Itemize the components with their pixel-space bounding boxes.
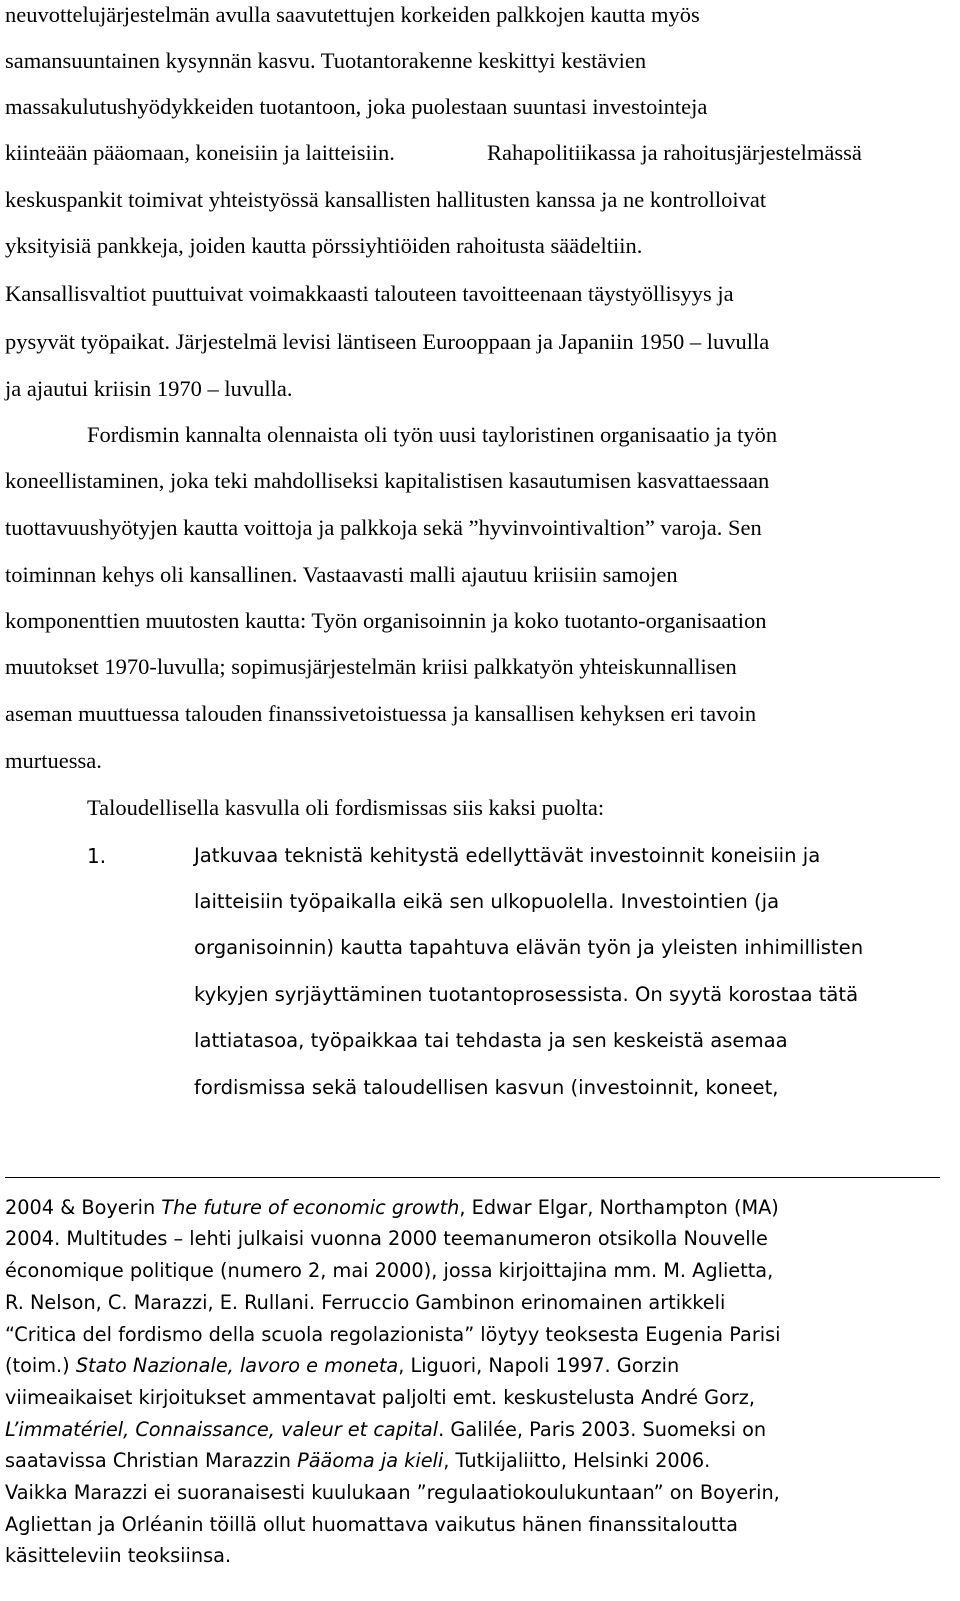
footnote-separator xyxy=(5,1177,940,1178)
list-number: 1. xyxy=(87,844,107,868)
body-text-line: samansuuntainen kysynnän kasvu. Tuotantorakenne keskittyi kestävien xyxy=(5,48,647,73)
list-item-line: kykyjen syrjäyttäminen tuotantoprosessista. On syytä korostaa tätä xyxy=(194,983,859,1006)
body-text-line: koneellistaminen, joka teki mahdolliseksi kapitalistisen kasautumisen kasvattaessaan xyxy=(5,468,770,493)
body-text-line: yksityisiä pankkeja, joiden kautta pörssiyhtiöiden rahoitusta säädeltiin. xyxy=(5,233,643,258)
footnote-line: économique politique (numero 2, mai 2000), jossa kirjoittajina mm. M. Aglietta, xyxy=(5,1259,774,1282)
body-text-line: muutokset 1970-luvulla; sopimusjärjestelmän kriisi palkkatyön yhteiskunnallisen xyxy=(5,654,737,679)
footnote-line: L’immatériel, Connaissance, valeur et capital. Galilée, Paris 2003. Suomeksi on xyxy=(5,1418,767,1441)
footnote-line: (toim.) Stato Nazionale, lavoro e moneta, Liguori, Napoli 1997. Gorzin xyxy=(5,1354,680,1377)
book-title: L’immatériel, Connaissance, valeur et capital xyxy=(5,1418,439,1441)
paragraph-first-line: Taloudellisella kasvulla oli fordismissas siis kaksi puolta: xyxy=(87,795,605,820)
list-item-line: Jatkuvaa teknistä kehitystä edellyttävät investoinnit koneisiin ja xyxy=(194,844,821,867)
body-text-line: kiinteään pääomaan, koneisiin ja laitteisiin. xyxy=(5,140,395,165)
book-title: Stato Nazionale, lavoro e moneta xyxy=(75,1354,399,1377)
book-title: Pääoma ja kieli xyxy=(297,1449,444,1472)
body-text-line: komponenttien muutosten kautta: Työn organisoinnin ja koko tuotanto-organisaation xyxy=(5,608,767,633)
body-text-line: ja ajautui kriisin 1970 – luvulla. xyxy=(5,376,293,401)
body-text-line: massakulutushyödykkeiden tuotantoon, joka puolestaan suuntasi investointeja xyxy=(5,94,708,119)
list-item-line: organisoinnin) kautta tapahtuva elävän työn ja yleisten inhimillisten xyxy=(194,936,864,959)
body-text-line: tuottavuushyötyjen kautta voittoja ja palkkoja sekä ”hyvinvointivaltion” varoja. Sen xyxy=(5,515,762,540)
list-item-line: laitteisiin työpaikalla eikä sen ulkopuolella. Investointien (ja xyxy=(194,890,780,913)
body-text-line: neuvottelujärjestelmän avulla saavutettujen korkeiden palkkojen kautta myös xyxy=(5,2,700,27)
list-item-line: fordismissa sekä taloudellisen kasvun (investoinnit, koneet, xyxy=(194,1076,779,1099)
body-text-line: murtuessa. xyxy=(5,748,102,773)
footnote-line: käsitteleviin teoksiinsa. xyxy=(5,1544,232,1567)
book-title: The future of economic growth xyxy=(161,1196,460,1219)
body-text-line: keskuspankit toimivat yhteistyössä kansallisten hallitusten kanssa ja ne kontrolloivat xyxy=(5,187,767,212)
footnote-line: R. Nelson, C. Marazzi, E. Rullani. Ferruccio Gambinon erinomainen artikkeli xyxy=(5,1291,726,1314)
body-text-line: aseman muuttuessa talouden finanssivetoistuessa ja kansallisen kehyksen eri tavoin xyxy=(5,701,757,726)
paragraph-first-line: Fordismin kannalta olennaista oli työn uusi tayloristinen organisaatio ja työn xyxy=(87,422,778,447)
footnote-line: Agliettan ja Orléanin töillä ollut huomattava vaikutus hänen finanssitaloutta xyxy=(5,1513,738,1536)
footnote-line: “Critica del fordismo della scuola regolazionista” löytyy teoksesta Eugenia Parisi xyxy=(5,1323,781,1346)
list-item-line: lattiatasoa, työpaikkaa tai tehdasta ja sen keskeistä asemaa xyxy=(194,1029,788,1052)
body-text-line: Kansallisvaltiot puuttuivat voimakkaasti talouteen tavoitteenaan täystyöllisyys ja xyxy=(5,281,734,306)
footnote-line: viimeaikaiset kirjoitukset ammentavat paljolti emt. keskustelusta André Gorz, xyxy=(5,1386,756,1409)
body-text-line: pysyvät työpaikat. Järjestelmä levisi läntiseen Eurooppaan ja Japaniin 1950 – luvulla xyxy=(5,329,770,354)
footnote-line: saatavissa Christian Marazzin Pääoma ja kieli, Tutkijaliitto, Helsinki 2006. xyxy=(5,1449,711,1472)
footnote-line: 2004 & Boyerin The future of economic growth, Edwar Elgar, Northampton (MA) xyxy=(5,1196,779,1219)
footnote-line: Vaikka Marazzi ei suoranaisesti kuulukaan ”regulaatiokoulukuntaan” on Boyerin, xyxy=(5,1481,780,1504)
body-text-line: toiminnan kehys oli kansallinen. Vastaavasti malli ajautuu kriisiin samojen xyxy=(5,562,678,587)
body-text-line: Rahapolitiikassa ja rahoitusjärjestelmässä xyxy=(487,140,862,165)
footnote-line: 2004. Multitudes – lehti julkaisi vuonna 2000 teemanumeron otsikolla Nouvelle xyxy=(5,1227,768,1250)
